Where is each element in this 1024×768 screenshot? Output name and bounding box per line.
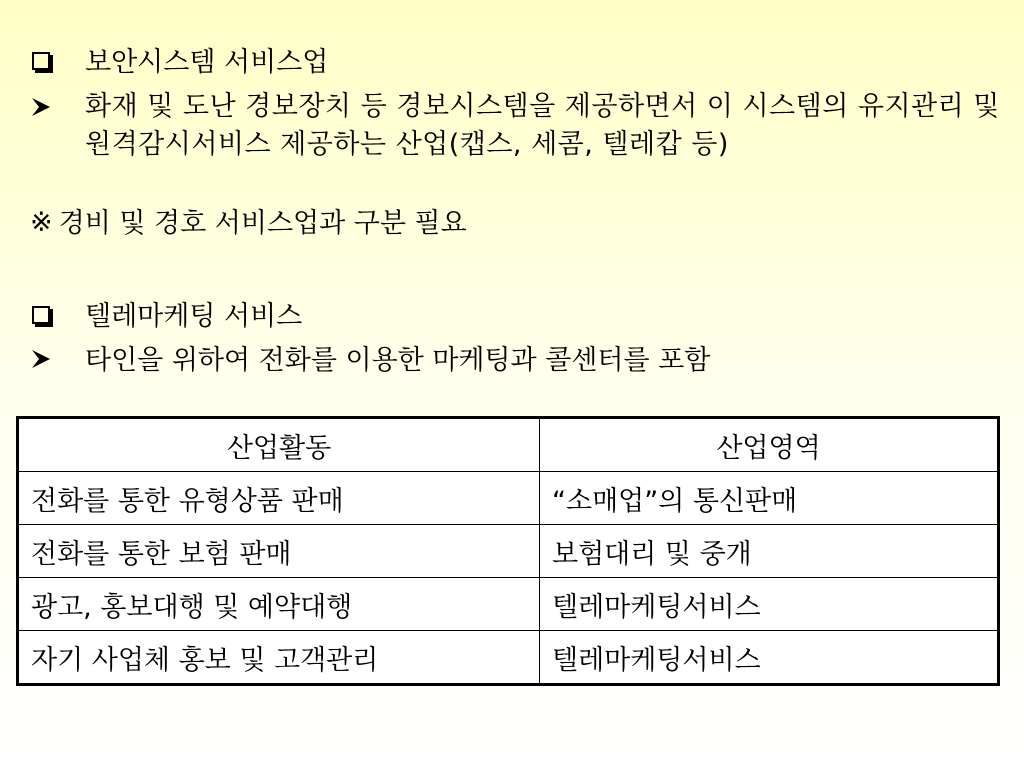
table-header-activity: 산업활동 (18, 418, 540, 472)
section2-heading: 텔레마케팅 서비스 (85, 300, 303, 332)
table-cell-activity: 광고, 홍보대행 및 예약대행 (18, 578, 540, 631)
table-row (18, 631, 999, 685)
table-row (18, 525, 999, 578)
section1-description: 화재 및 도난 경보장치 등 경보시스템을 제공하면서 이 시스템의 유지관리 및 원격감시서비스 제공하는 산업(캡스, 세콤, 텔레캅 등) (85, 91, 1000, 160)
table-cell-domain: “소매업”의 통신판매 (540, 472, 999, 525)
industry-table (16, 416, 1000, 686)
section1-note: 경비 및 경호 서비스업과 구분 필요 (58, 207, 467, 239)
section2-description: 타인을 위하여 전화를 이용한 마케팅과 콜센터를 포함 (85, 344, 711, 376)
reference-mark: ※ (30, 207, 53, 238)
arrowhead-bullet-icon (30, 342, 85, 378)
table-cell-domain: 보험대리 및 중개 (540, 525, 999, 578)
table-cell-domain: 텔레마케팅서비스 (540, 631, 999, 685)
section1-note-line (30, 205, 467, 242)
table-header-row (18, 418, 999, 472)
table-cell-domain: 텔레마케팅서비스 (540, 578, 999, 631)
hollow-square-bullet-icon (30, 298, 85, 334)
section1-heading-line (30, 44, 328, 81)
table-header-domain: 산업영역 (540, 418, 999, 472)
table-row (18, 472, 999, 525)
hollow-square-bullet-icon (30, 44, 85, 80)
table-cell-activity: 전화를 통한 보험 판매 (18, 525, 540, 578)
section1-heading: 보안시스템 서비스업 (85, 46, 329, 78)
table-cell-activity: 전화를 통한 유형상품 판매 (18, 472, 540, 525)
section2-bullet-line (30, 342, 710, 379)
table-cell-activity: 자기 사업체 홍보 및 고객관리 (18, 631, 540, 685)
table-row (18, 578, 999, 631)
arrowhead-bullet-icon (30, 90, 85, 126)
section1-bullet-line (30, 90, 85, 126)
section2-heading-line (30, 298, 302, 335)
